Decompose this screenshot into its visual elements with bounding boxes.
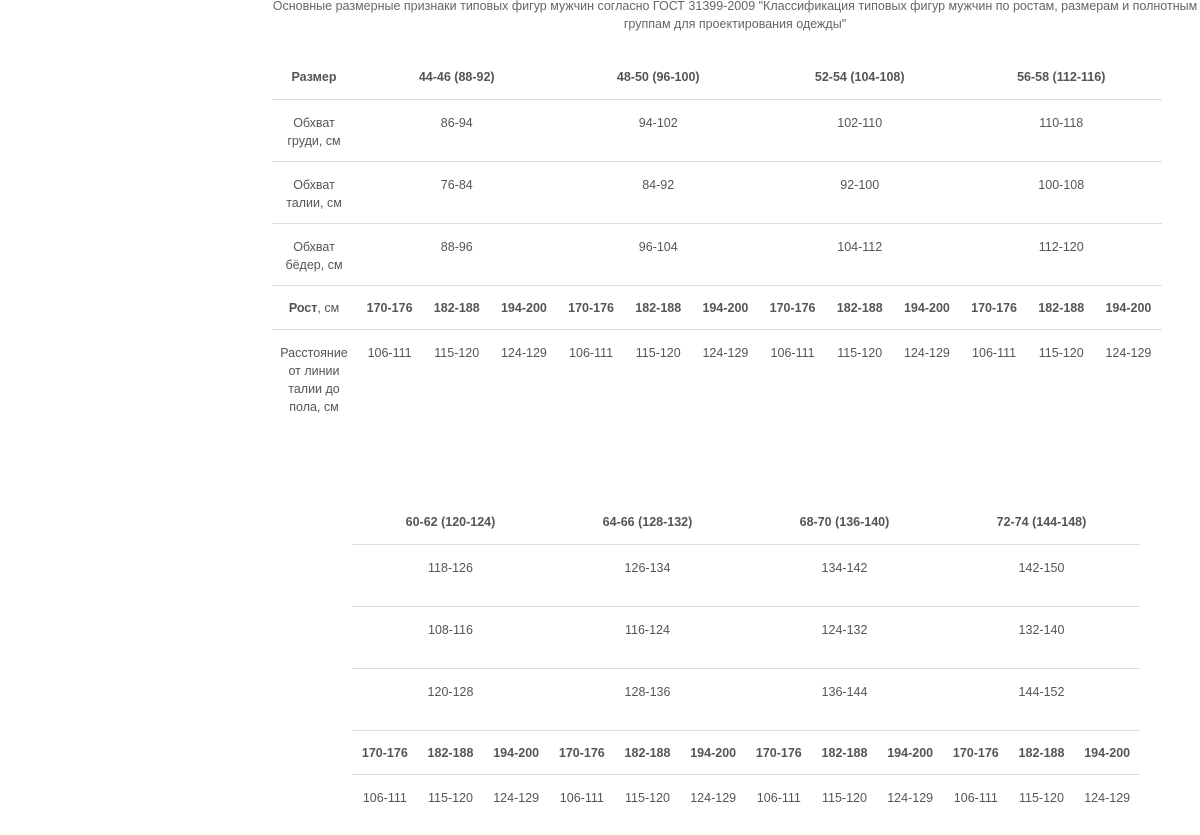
table-cell: 112-120 [960, 224, 1162, 286]
height-cell: 170-176 [960, 286, 1027, 330]
table-cell: 100-108 [960, 162, 1162, 224]
distance-cell: 124-129 [903, 346, 950, 360]
table-cell: 108-116 [352, 607, 549, 669]
size-table-1 [272, 55, 1162, 430]
distance-cell: 115-120 [635, 346, 681, 360]
size-column-header: 64-66 (128-132) [549, 500, 746, 545]
table-cell: 116-124 [549, 607, 746, 669]
height-cell: 170-176 [352, 731, 418, 775]
distance-cell: 124-129 [690, 791, 737, 805]
size-column-header: 72-74 (144-148) [943, 500, 1140, 545]
distance-cell: 106-111 [972, 346, 1017, 360]
table-cell: 128-136 [549, 669, 746, 731]
height-cell: 194-200 [483, 731, 549, 775]
distance-cell: 115-120 [1038, 346, 1084, 360]
distance-cell: 115-120 [822, 791, 867, 805]
distance-cell: 124-129 [702, 346, 749, 360]
size-table-2 [352, 500, 1140, 835]
row-label-height [272, 286, 356, 330]
distance-cell: 115-120 [1019, 791, 1064, 805]
height-label: Рост [288, 300, 318, 315]
height-cell: 170-176 [943, 731, 1009, 775]
table-cell: 118-126 [352, 545, 549, 607]
height-cell: 170-176 [759, 286, 826, 330]
table-cell: 134-142 [746, 545, 943, 607]
height-cell: 182-188 [812, 731, 878, 775]
distance-cell: 106-111 [559, 791, 604, 805]
distance-cell: 124-129 [500, 346, 547, 360]
table-cell: 132-140 [943, 607, 1140, 669]
distance-cell: 124-129 [1084, 791, 1131, 805]
height-cell: 194-200 [1095, 286, 1162, 330]
distance-cell: 106-111 [362, 791, 407, 805]
table-cell: 88-96 [356, 224, 557, 286]
table-cell: 86-94 [356, 100, 557, 162]
table-cell: 142-150 [943, 545, 1140, 607]
distance-cell: 124-129 [493, 791, 540, 805]
size-column-header: 68-70 (136-140) [746, 500, 943, 545]
height-cell: 182-188 [826, 286, 893, 330]
table-cell: 110-118 [960, 100, 1162, 162]
table-cell: 84-92 [557, 162, 759, 224]
distance-cell: 115-120 [428, 791, 473, 805]
height-cell: 182-188 [423, 286, 490, 330]
table-cell: 94-102 [557, 100, 759, 162]
size-column-header: 44-46 (88-92) [356, 55, 557, 100]
table-cell: 104-112 [759, 224, 961, 286]
distance-cell: 106-111 [756, 791, 801, 805]
height-cell: 170-176 [557, 286, 624, 330]
table-cell: 144-152 [943, 669, 1140, 731]
table-caption [230, 0, 1200, 33]
size-column-header: 48-50 (96-100) [557, 55, 759, 100]
table-cell: 136-144 [746, 669, 943, 731]
table-cell: 96-104 [557, 224, 759, 286]
row-label-waist-to-floor: Расстояние от линии талии до пола, см [280, 346, 348, 414]
height-cell: 182-188 [1009, 731, 1075, 775]
row-label-hips: Обхват бёдер, см [272, 224, 356, 286]
height-cell: 182-188 [1028, 286, 1095, 330]
table-cell: 124-132 [746, 607, 943, 669]
height-cell: 194-200 [680, 731, 746, 775]
distance-cell: 115-120 [625, 791, 670, 805]
height-unit: , см [317, 300, 340, 315]
distance-cell: 106-111 [953, 791, 998, 805]
size-column-header: 52-54 (104-108) [759, 55, 961, 100]
row-label-waist: Обхват талии, см [272, 162, 356, 224]
table-cell: 92-100 [759, 162, 961, 224]
distance-cell: 115-120 [837, 346, 883, 360]
distance-cell: 115-120 [434, 346, 480, 360]
table-cell: 76-84 [356, 162, 557, 224]
height-cell: 170-176 [356, 286, 423, 330]
distance-cell: 106-111 [569, 346, 614, 360]
table-cell: 102-110 [759, 100, 961, 162]
height-cell: 170-176 [746, 731, 812, 775]
size-column-header: 56-58 (112-116) [960, 55, 1162, 100]
height-cell: 194-200 [893, 286, 960, 330]
caption-line-1: Основные размерные признаки типовых фигур мужчин согласно ГОСТ 31399-2009 "Классификация типовых фигур мужчин по ростам, размерам и полнотным [272, 0, 1198, 13]
table-cell: 126-134 [549, 545, 746, 607]
size-header: Размер [272, 55, 356, 100]
height-cell: 170-176 [549, 731, 615, 775]
height-cell: 194-200 [877, 731, 943, 775]
distance-cell: 106-111 [367, 346, 412, 360]
size-column-header: 60-62 (120-124) [352, 500, 549, 545]
height-cell: 182-188 [625, 286, 692, 330]
caption-line-2: группам для проектирования одежды" [623, 17, 847, 31]
height-cell: 194-200 [692, 286, 759, 330]
distance-cell: 124-129 [887, 791, 934, 805]
distance-cell: 124-129 [1105, 346, 1152, 360]
height-cell: 182-188 [418, 731, 484, 775]
distance-cell: 106-111 [770, 346, 815, 360]
height-cell: 182-188 [615, 731, 681, 775]
row-label-chest: Обхват груди, см [272, 100, 356, 162]
height-cell: 194-200 [490, 286, 557, 330]
table-cell: 120-128 [352, 669, 549, 731]
height-cell: 194-200 [1074, 731, 1140, 775]
